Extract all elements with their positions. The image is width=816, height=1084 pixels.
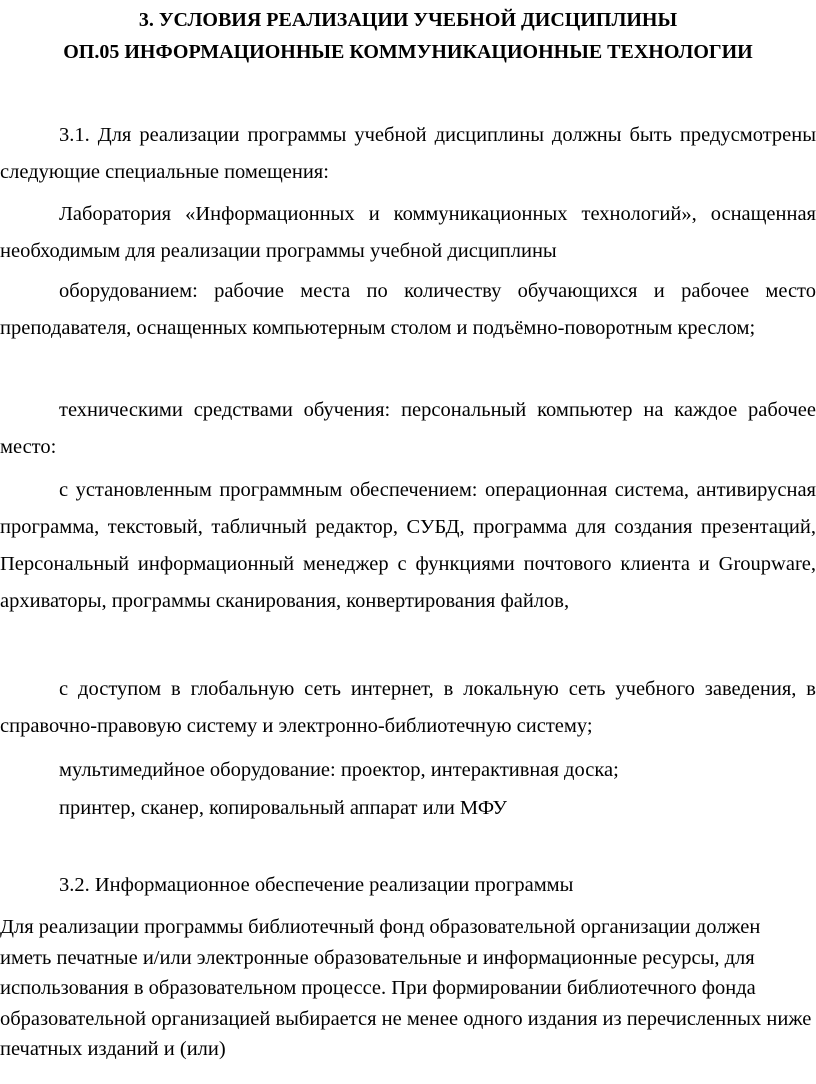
paragraph-multimedia: мультимедийное оборудование: проектор, интерактивная доска; <box>59 759 619 781</box>
paragraph-premises: 3.1. Для реализации программы учебной дисциплины должны быть предусмотрены следующие специальные помещения: <box>0 124 816 183</box>
subsection-heading: 3.2. Информационное обеспечение реализации программы <box>59 874 574 896</box>
paragraph-printer: принтер, сканер, копировальный аппарат или МФУ <box>59 797 508 819</box>
section-heading: 3. УСЛОВИЯ РЕАЛИЗАЦИИ УЧЕБНОЙ ДИСЦИПЛИНЫ <box>138 9 678 31</box>
paragraph-software: с установленным программным обеспечением: операционная система, антивирусная программа, текстовый, табличный редактор, СУБД, программа для создания презентаций, Персональный информационный менеджер с функциями почтового клиента и Groupware, архиваторы, программы сканирования, конвертирования файлов, <box>0 479 816 612</box>
paragraph-technical-means: техническими средствами обучения: персональный компьютер на каждое рабочее место: <box>0 399 816 458</box>
discipline-title: ОП.05 ИНФОРМАЦИОННЫЕ КОММУНИКАЦИОННЫЕ ТЕХНОЛОГИИ <box>63 41 753 63</box>
paragraph-laboratory: Лаборатория «Информационных и коммуникационных технологий», оснащенная необходимым для реализации программы учебной дисциплины <box>0 203 816 262</box>
paragraph-equipment: оборудованием: рабочие места по количеству обучающихся и рабочее место преподавателя, оснащенных компьютерным столом и подъёмно-поворотным креслом; <box>0 280 816 339</box>
paragraph-library-fund: Для реализации программы библиотечный фонд образовательной организации должен иметь печатные и/или электронные образовательные и информационные ресурсы, для использования в образовательном процессе. При формировании библиотечного фонда образовательной организацией выбирается не менее одного издания из перечисленных ниже печатных изданий и (или) <box>0 916 812 1060</box>
paragraph-network-access: с доступом в глобальную сеть интернет, в локальную сеть учебного заведения, в справочно-правовую систему и электронно-библиотечную систему; <box>0 678 816 737</box>
